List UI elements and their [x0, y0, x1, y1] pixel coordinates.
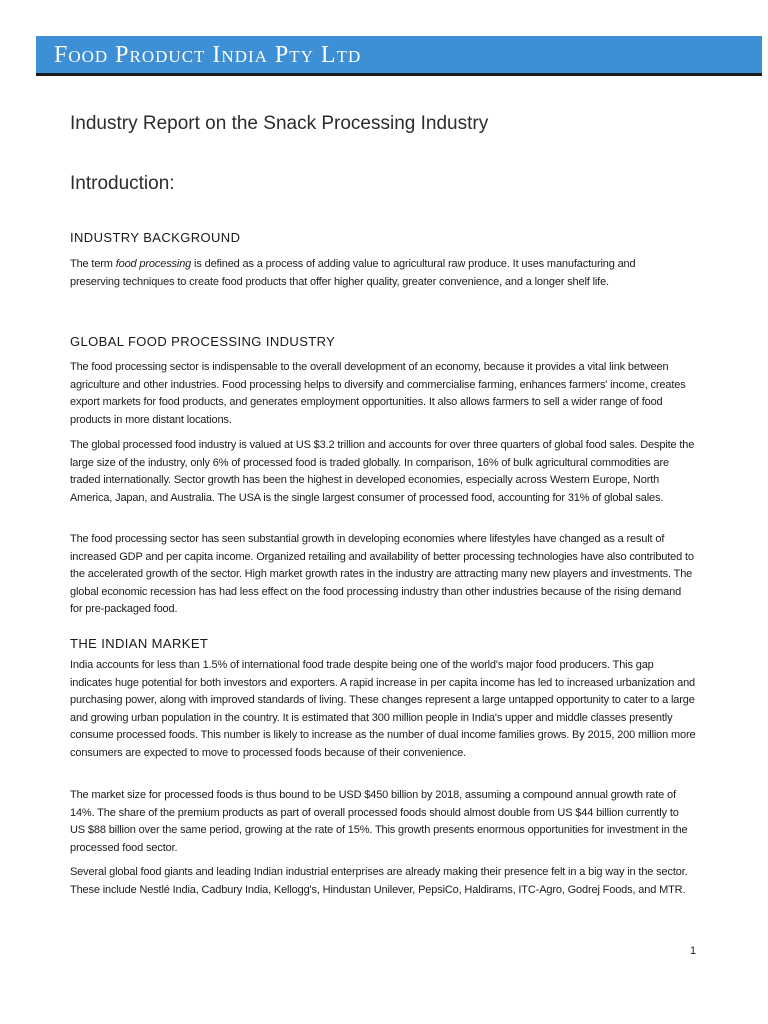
heading-indian-market: THE INDIAN MARKET	[70, 636, 209, 651]
paragraph-indian-1: India accounts for less than 1.5% of international food trade despite being one of the world's major food producers. This gap indicates huge potential for both investors and exporters. A rapid increase in per capita income has led to increased urbanization and purchasing power, along with improved standards of living. These changes represent a large untapped opportunity to cater to a large and growing urban population in the country. It is estimated that 300 million people in India's upper and middle classes presently consume processed foods. This number is likely to increase as the number of dual income families grows. By 2015, 200 million more consumers are expected to move to processed foods because of their convenience.	[70, 659, 696, 759]
heading-industry-background: INDUSTRY BACKGROUND	[70, 230, 241, 245]
paragraph-global-3: The food processing sector has seen substantial growth in developing economies where lifestyles have changed as a result of increased GDP and per capita income. Organized retailing and availability of better processing technologies have also contributed to the accelerated growth of the sector. High market growth rates in the industry are attracting many new players and investments. The global economic recession has had less effect on the food processing industry than other industries because of the rising demand for pre-packaged food.	[70, 533, 694, 615]
paragraph-global-2: The global processed food industry is valued at US $3.2 trillion and accounts for over three quarters of global food sales. Despite the large size of the industry, only 6% of processed food is traded globally. In comparison, 16% of bulk agricultural commodities are traded internationally. Sector growth has been the highest in developed economies, especially across Western Europe, North America, Japan, and Australia. The USA is the single largest consumer of processed food, accounting for 31% of global sales.	[70, 439, 695, 504]
heading-global-food-processing: GLOBAL FOOD PROCESSING INDUSTRY	[70, 334, 336, 349]
page-number: 1	[690, 945, 697, 957]
emphasis-food-processing: food processing	[115, 258, 192, 270]
introduction-title: Introduction:	[70, 173, 175, 194]
header-rule	[36, 73, 762, 76]
paragraph-text: The term	[70, 258, 116, 270]
company-name: Food Product India Pty Ltd	[54, 42, 362, 68]
paragraph-text: is defined as a process of adding value to agricultural raw produce. It uses manufacturing and preserving techniques to create food products that offer higher quality, greater convenience, and a longer shelf life.	[70, 258, 636, 288]
paragraph-indian-2: The market size for processed foods is thus bound to be USD $450 billion by 2018, assuming a compound annual growth rate of 14%. The share of the premium products as part of overall processed foods should almost double from US $44 billion currently to US $88 billion over the same period, growing at the rate of 15%. This growth presents enormous opportunities for investment in the processed food sector.	[70, 789, 688, 854]
report-title: Industry Report on the Snack Processing Industry	[70, 113, 489, 134]
paragraph-industry-background	[70, 256, 660, 291]
paragraph-indian-3: Several global food giants and leading Indian industrial enterprises are already making their presence felt in a big way in the sector. These include Nestlé India, Cadbury India, Kellogg's, Hindustan Unilever, PepsiCo, Haldirams, ITC-Agro, Godrej Foods, and MTR.	[70, 866, 688, 896]
paragraph-global-1: The food processing sector is indispensable to the overall development of an economy, because it provides a vital link between agriculture and other industries. Food processing helps to diversify and commercialise farming, enhances farmers' income, creates export markets for food products, and generates employment opportunities. It also allows farmers to sell a wider range of food products in more distant locations.	[70, 361, 686, 426]
